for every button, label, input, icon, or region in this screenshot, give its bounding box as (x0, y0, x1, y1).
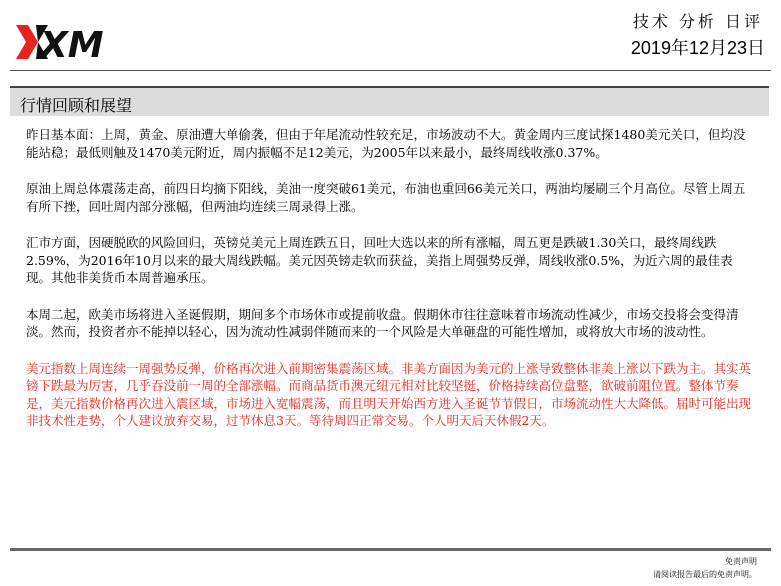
paragraph-forex: 汇市方面，因硬脱欧的风险回归，英镑兑美元上周连跌五日，回吐大选以来的所有涨幅，周五更是跌破1.30关口，最终周线跌2.59%，为2016年10月以来的最大周线跌幅。美元因英镑走软而获益，美指上周强势反弹，周线收涨0.5%，为近六周的最佳表现。其他非美货币本周普遍承压。 (26, 235, 733, 285)
disclaimer-note: 请阅读报告最后的免责声明。 (653, 570, 757, 579)
header-divider (10, 70, 771, 71)
section-title: 行情回顾和展望 (20, 96, 133, 115)
xm-logo (14, 22, 114, 62)
footer-divider (10, 548, 771, 551)
logo-text: XM (40, 25, 104, 62)
paragraph-dollar-index-analysis: 美元指数上周连续一周强势反弹，价格再次进入前期密集震荡区域。非美方面因为美元的上涨导致整体非美上涨以下跌为主。其实英镑下跌最为厉害，几乎吞没前一周的全部涨幅。而商品货币澳元纽元相对比较坚挺，价格持续高位盘整，欲破前阻位置。整体节奏是，美元指数价格再次进入震区域，市场进入宽幅震荡，而且明天开始西方进入圣诞节节假日，市场流动性大大降低。届时可能出现非技术性走势，个人建议放弃交易，过节休息3天。等待周四正常交易。个人明天后天休假2天。 (26, 360, 752, 428)
paragraph-crude-oil: 原油上周总体震荡走高，前四日均摘下阳线，美油一度突破61美元，布油也重回66美元关口，两油均屡刷三个月高位。尽管上周五有所下挫，回吐周内部分涨幅，但两油均连续三周录得上涨。 (26, 181, 746, 214)
report-date: 2019年12月23日 (630, 38, 765, 58)
section-header-bar (10, 86, 769, 116)
paragraph-fundamentals: 昨日基本面：上周，黄金、原油遭大单偷袭，但由于年尾流动性较充足，市场波动不大。黄金周内三度试探1480美元关口，但均没能站稳；最低则触及1470美元附近，周内振幅不足12美元，为2005年以来最小，最终周线收涨0.37%。 (26, 127, 746, 160)
report-body (26, 126, 756, 449)
report-type-title: 技术 分析 日评 (632, 12, 763, 31)
disclaimer-title: 免责声明 (725, 557, 757, 566)
paragraph-holiday-outlook: 本周二起，欧美市场将进入圣诞假期，期间多个市场休市或提前收盘。假期休市往往意味着市场流动性减少，市场交投将会变得清淡。然而，投资者亦不能掉以轻心，因为流动性减弱伴随而来的一个风险是大单砸盘的可能性增加，或将放大市场的波动性。 (26, 306, 739, 339)
